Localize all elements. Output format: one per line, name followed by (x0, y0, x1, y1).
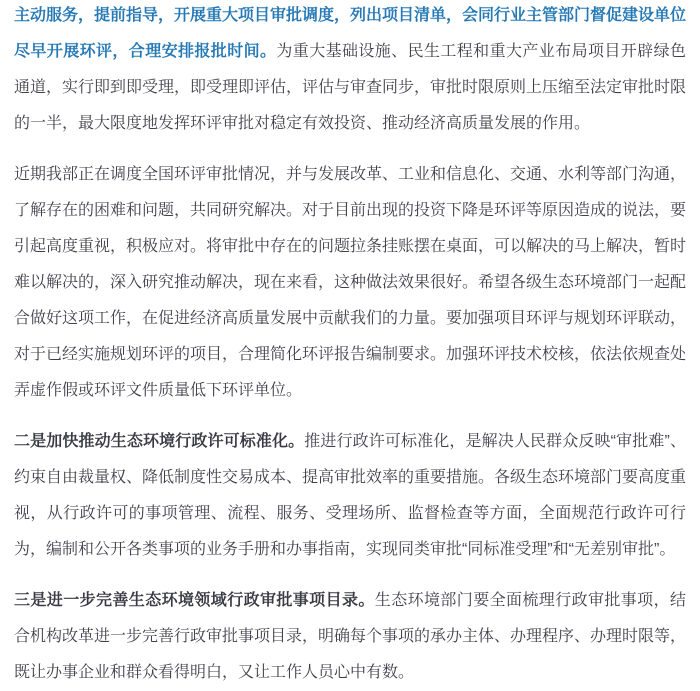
paragraph-recent-dispatch (14, 157, 686, 409)
highlighted-lead-text: 主动服务，提前指导，开展重大项目审批调度，列出项目清单，会同行业主管部门督促建设单位尽早开展环评，合理安排报批时间。 (14, 7, 687, 60)
paragraph-service-measures (14, 0, 686, 142)
section-lead-bold-text: 三是进一步完善生态环境领域行政审批事项目录。 (14, 592, 375, 609)
paragraph-text: 生态环境部门要全面梳理行政审批事项，结合机构改革进一步完善行政审批事项目录，明确每个事项的承办主体、办理程序、办理时限等，既让办事企业和群众看得明白，又让工作人员心中有数。 (14, 592, 687, 681)
paragraph-text: 推进行政许可标准化，是解决人民群众反映“审批难”、约束自由裁量权、降低制度性交易成本、提高审批效率的重要措施。各级生态环境部门要高度重视，从行政许可的事项管理、流程、服务、受理场所、监督检查等方面，全面规范行政许可行为，编制和公开各类事项的业务手册和办事指南，实现同类审批“同标准受理”和“无差别审批”。 (14, 433, 687, 558)
section-lead-bold-text: 二是加快推动生态环境行政许可标准化。 (14, 433, 305, 450)
paragraph-second-point (14, 424, 686, 568)
paragraph-text: 为重大基础设施、民生工程和重大产业布局项目开辟绿色通道，实行即到即受理，即受理即评估，评估与审查同步，审批时限原则上压缩至法定审批时限的一半，最大限度地发挥环评审批对稳定有效投资、推动经济高质量发展的作用。 (14, 43, 687, 132)
paragraph-text: 近期我部正在调度全国环评审批情况，并与发展改革、工业和信息化、交通、水利等部门沟通，了解存在的困难和问题，共同研究解决。对于目前出现的投资下降是环评等原因造成的说法，要引起高度重视，积极应对。将审批中存在的问题拉条挂账摆在桌面，可以解决的马上解决，暂时难以解决的，深入研究推动解决，现在来看，这种做法效果很好。希望各级生态环境部门一起配合做好这项工作，在促进经济高质量发展中贡献我们的力量。要加强项目环评与规划环评联动，对于已经实施规划环评的项目，合理简化环评报告编制要求。加强环评技术校核，依法依规查处弄虚作假或环评文件质量低下环评单位。 (14, 166, 687, 399)
paragraph-third-point (14, 583, 686, 691)
